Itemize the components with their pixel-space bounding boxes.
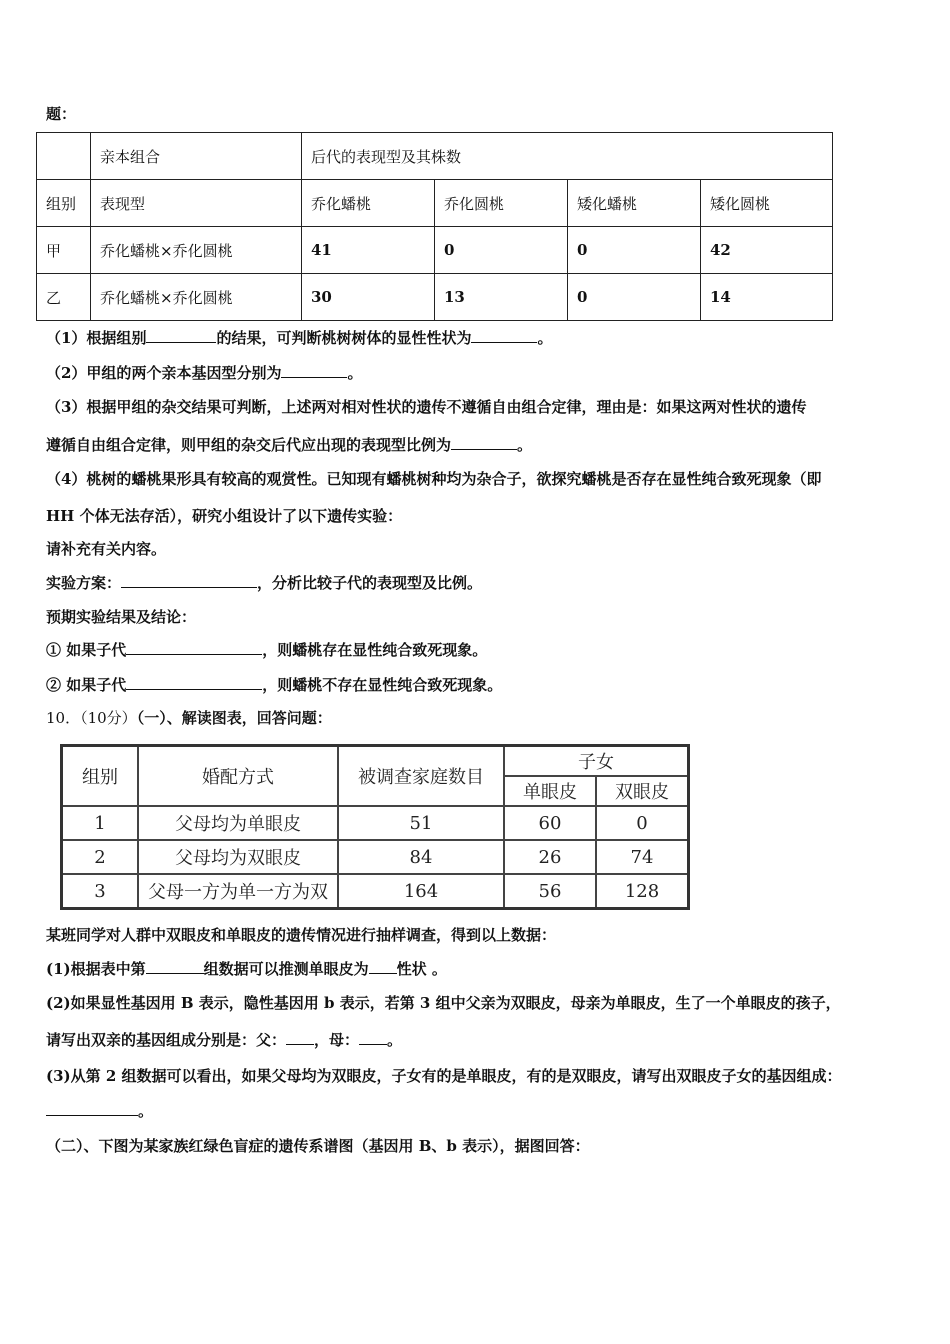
table-cell: 1 [62,806,139,840]
question-3-line1: （3）根据甲组的杂交结果可判断，上述两对相对性状的遗传不遵循自由组合定律，理由是：如果这两对性状的遗传 [46,398,807,416]
table-cell: 被调查家庭数目 [338,746,504,807]
question-text: （1）根据组别 [46,329,147,347]
question-text: ，则蟠桃不存在显性纯合致死现象。 [262,676,503,694]
survey-intro: 某班同学对人群中双眼皮和单眼皮的遗传情况进行抽样调查，得到以上数据： [46,926,557,944]
table-cell: 父母均为单眼皮 [138,806,338,840]
table-cell: 乔化蟠桃×乔化圆桃 [91,274,302,321]
answer-blank[interactable] [471,328,537,343]
table-cell: 矮化蟠桃 [568,180,701,227]
experiment-plan [46,573,482,593]
table-row [62,874,689,909]
answer-blank[interactable] [126,675,262,690]
question-text: 遵循自由组合定律，则甲组的杂交后代应出现的表现型比例为 [46,436,452,454]
cross-results-table [36,132,833,321]
sub-question-1 [46,959,447,979]
question-4-line3: 请补充有关内容。 [46,540,167,558]
question-10-heading [46,708,332,728]
question-text: 请写出双亲的基因组成分别是：父： [46,1031,287,1049]
table-row [37,274,833,321]
table-cell: 乔化圆桃 [435,180,568,227]
eyelid-survey-table-image [60,744,690,910]
table-cell: 41 [302,227,435,274]
question-text: 实验方案： [46,574,122,592]
result-2 [46,675,502,695]
table-cell: 甲 [37,227,91,274]
table-cell: 双眼皮 [596,776,689,806]
question-4-line2: HH 个体无法存活），研究小组设计了以下遗传实验： [46,507,403,525]
answer-blank[interactable] [146,959,204,974]
table-row [62,806,689,840]
table-cell: 乔化蟠桃 [302,180,435,227]
table-cell: 30 [302,274,435,321]
table-cell: 60 [504,806,596,840]
table-cell: 128 [596,874,689,909]
table-cell: 3 [62,874,139,909]
question-text: 的结果，可判断桃树树体的显性性状为 [216,329,472,347]
table-cell: 0 [568,274,701,321]
sub-question-3-answer [46,1101,153,1121]
table-cell: 婚配方式 [138,746,338,807]
question-4-line1: （4）桃树的蟠桃果形具有较高的观赏性。已知现有蟠桃树种均为杂合子，欲探究蟠桃是否存在显性纯合致死现象（即 [46,470,822,488]
question-2 [46,363,362,383]
table-cell [37,133,91,180]
question-number: 10．（10分） [46,709,137,727]
question-text: ② 如果子代 [46,676,127,694]
question-text: 性状 。 [396,960,447,978]
question-text: 。 [517,436,533,454]
table-cell: 164 [338,874,504,909]
table-cell: 父母一方为单一方为双 [138,874,338,909]
sub-question-2-line1: (2)如果显性基因用 B 表示，隐性基因用 b 表示，若第 3 组中父亲为双眼皮，母亲为单眼皮，生了一个单眼皮的孩子， [46,994,841,1012]
table-cell: 矮化圆桃 [701,180,833,227]
table-cell: 2 [62,840,139,874]
table-cell: 0 [596,806,689,840]
table-cell: 84 [338,840,504,874]
eyelid-survey-table [60,744,690,910]
table-cell: 表现型 [91,180,302,227]
answer-blank[interactable] [46,1101,138,1116]
table-cell: 后代的表现型及其株数 [302,133,833,180]
question-3-line2 [46,435,532,455]
table-cell: 子女 [504,746,689,777]
table-cell: 乔化蟠桃×乔化圆桃 [91,227,302,274]
answer-blank[interactable] [146,328,216,343]
table-cell: 13 [435,274,568,321]
answer-blank[interactable] [369,959,397,974]
question-text: ① 如果子代 [46,641,127,659]
table-cell: 父母均为双眼皮 [138,840,338,874]
question-text: ，母： [314,1031,360,1049]
question-text: （2）甲组的两个亲本基因型分别为 [46,364,282,382]
table-cell: 组别 [62,746,139,807]
table-cell: 74 [596,840,689,874]
question-text: 。 [387,1031,403,1049]
answer-blank[interactable] [286,1030,314,1045]
intro-text: 题： [46,105,77,123]
question-text: 。 [138,1102,154,1120]
question-text: （一）、解读图表，回答问题： [136,709,332,727]
result-1 [46,640,487,660]
table-row [62,840,689,874]
table-header-row [37,180,833,227]
table-cell: 组别 [37,180,91,227]
table-cell: 51 [338,806,504,840]
answer-blank[interactable] [451,435,517,450]
question-text: 。 [537,329,553,347]
answer-blank[interactable] [121,573,257,588]
answer-blank[interactable] [281,363,347,378]
table-cell: 26 [504,840,596,874]
table-cell: 0 [435,227,568,274]
question-text: 。 [347,364,363,382]
sub-question-2-line2 [46,1030,402,1050]
table-cell: 亲本组合 [91,133,302,180]
table-cell: 56 [504,874,596,909]
table-header-row [62,746,689,777]
table-cell: 单眼皮 [504,776,596,806]
table-cell: 乙 [37,274,91,321]
question-1 [46,328,552,348]
question-text: (1)根据表中第 [46,960,146,978]
table-cell: 42 [701,227,833,274]
question-text: ，分析比较子代的表现型及比例。 [257,574,483,592]
answer-blank[interactable] [359,1030,387,1045]
table-row [37,227,833,274]
table-header-row [37,133,833,180]
part-two-heading: （二）、下图为某家族红绿色盲症的遗传系谱图（基因用 B、b 表示），据图回答： [46,1137,590,1155]
table-cell: 14 [701,274,833,321]
answer-blank[interactable] [126,640,262,655]
question-text: 组数据可以推测单眼皮为 [203,960,369,978]
table-cell: 0 [568,227,701,274]
expected-results: 预期实验结果及结论： [46,608,197,626]
sub-question-3: (3)从第 2 组数据可以看出，如果父母均为双眼皮，子女有的是单眼皮，有的是双眼皮，请写出双眼皮子女的基因组成： [46,1067,842,1085]
question-text: ，则蟠桃存在显性纯合致死现象。 [262,641,488,659]
